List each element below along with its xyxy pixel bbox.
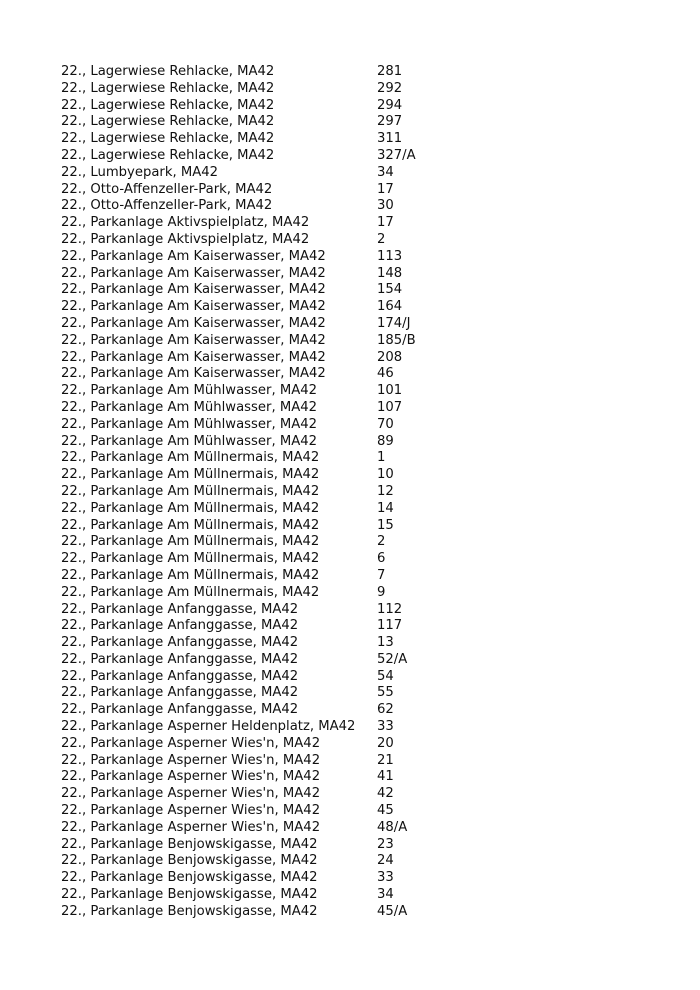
location-name: 22., Parkanlage Am Kaiserwasser, MA42 [61, 315, 326, 331]
location-number: 13 [377, 635, 394, 651]
location-number: 41 [377, 769, 394, 785]
location-name: 22., Parkanlage Asperner Wies'n, MA42 [61, 803, 321, 819]
location-name: 22., Lagerwiese Rehlacke, MA42 [61, 114, 275, 130]
list-item [61, 282, 661, 299]
list-item [61, 148, 661, 165]
list-item [61, 366, 661, 383]
location-number: 164 [377, 299, 403, 315]
list-item [61, 450, 661, 467]
location-number: 1 [377, 450, 386, 466]
location-name: 22., Lagerwiese Rehlacke, MA42 [61, 131, 275, 147]
list-item [61, 786, 661, 803]
location-number: 54 [377, 668, 394, 684]
location-name: 22., Parkanlage Am Kaiserwasser, MA42 [61, 282, 326, 298]
location-number: 34 [377, 887, 394, 903]
location-name: 22., Parkanlage Aktivspielplatz, MA42 [61, 215, 310, 231]
list-item [61, 551, 661, 568]
location-number: 20 [377, 735, 394, 751]
location-number: 292 [377, 80, 403, 96]
location-number: 148 [377, 265, 403, 281]
list-item [61, 904, 661, 921]
list-item [61, 769, 661, 786]
location-number: 52/A [377, 651, 408, 667]
location-number: 24 [377, 853, 394, 869]
list-item [61, 333, 661, 350]
location-name: 22., Parkanlage Anfanggasse, MA42 [61, 668, 299, 684]
location-name: 22., Lagerwiese Rehlacke, MA42 [61, 80, 275, 96]
location-number: 33 [377, 870, 394, 886]
location-number: 30 [377, 198, 394, 214]
location-name: 22., Parkanlage Anfanggasse, MA42 [61, 702, 299, 718]
location-name: 22., Parkanlage Asperner Wies'n, MA42 [61, 769, 321, 785]
location-name: 22., Parkanlage Am Kaiserwasser, MA42 [61, 332, 326, 348]
location-name: 22., Otto-Affenzeller-Park, MA42 [61, 198, 273, 214]
location-number: 55 [377, 685, 394, 701]
location-number: 281 [377, 64, 403, 79]
location-name: 22., Parkanlage Aktivspielplatz, MA42 [61, 231, 310, 247]
list-item [61, 249, 661, 266]
location-number: 34 [377, 164, 394, 180]
location-number: 208 [377, 349, 403, 365]
location-number: 15 [377, 517, 394, 533]
location-number: 154 [377, 282, 403, 298]
list-item [61, 602, 661, 619]
location-number: 101 [377, 383, 403, 399]
location-number: 113 [377, 248, 403, 264]
location-number: 33 [377, 719, 394, 735]
list-item [61, 518, 661, 535]
list-item [61, 131, 661, 148]
location-name: 22., Lumbyepark, MA42 [61, 164, 219, 180]
location-number: 45/A [377, 903, 408, 919]
location-list [61, 64, 661, 921]
location-name: 22., Parkanlage Asperner Wies'n, MA42 [61, 735, 321, 751]
location-name: 22., Parkanlage Anfanggasse, MA42 [61, 685, 299, 701]
list-item [61, 887, 661, 904]
list-item [61, 669, 661, 686]
location-number: 107 [377, 399, 403, 415]
location-name: 22., Lagerwiese Rehlacke, MA42 [61, 64, 275, 79]
location-number: 327/A [377, 147, 416, 163]
location-name: 22., Parkanlage Am Müllnermais, MA42 [61, 483, 320, 499]
location-name: 22., Parkanlage Asperner Heldenplatz, MA42 [61, 719, 356, 735]
location-name: 22., Lagerwiese Rehlacke, MA42 [61, 147, 275, 163]
list-item [61, 652, 661, 669]
location-number: 2 [377, 231, 386, 247]
list-item [61, 568, 661, 585]
location-name: 22., Parkanlage Anfanggasse, MA42 [61, 618, 299, 634]
location-name: 22., Parkanlage Benjowskigasse, MA42 [61, 903, 318, 919]
list-item [61, 618, 661, 635]
location-name: 22., Parkanlage Am Mühlwasser, MA42 [61, 416, 318, 432]
location-name: 22., Parkanlage Am Müllnermais, MA42 [61, 517, 320, 533]
list-item [61, 383, 661, 400]
list-item [61, 635, 661, 652]
list-item [61, 870, 661, 887]
location-name: 22., Parkanlage Am Kaiserwasser, MA42 [61, 366, 326, 382]
location-name: 22., Parkanlage Am Müllnermais, MA42 [61, 450, 320, 466]
list-item [61, 400, 661, 417]
location-number: 48/A [377, 819, 408, 835]
list-item [61, 350, 661, 367]
location-name: 22., Parkanlage Am Mühlwasser, MA42 [61, 433, 318, 449]
location-name: 22., Parkanlage Am Müllnermais, MA42 [61, 467, 320, 483]
location-number: 17 [377, 215, 394, 231]
location-number: 7 [377, 567, 386, 583]
location-name: 22., Parkanlage Am Müllnermais, MA42 [61, 551, 320, 567]
location-number: 9 [377, 584, 386, 600]
location-number: 62 [377, 702, 394, 718]
list-item [61, 64, 661, 81]
location-number: 174/J [377, 315, 411, 331]
list-item [61, 232, 661, 249]
list-item [61, 853, 661, 870]
location-number: 17 [377, 181, 394, 197]
list-item [61, 165, 661, 182]
location-name: 22., Parkanlage Am Kaiserwasser, MA42 [61, 248, 326, 264]
list-item [61, 198, 661, 215]
location-number: 185/B [377, 332, 416, 348]
list-item [61, 434, 661, 451]
list-item [61, 484, 661, 501]
list-item [61, 98, 661, 115]
location-number: 89 [377, 433, 394, 449]
location-number: 297 [377, 114, 403, 130]
location-name: 22., Parkanlage Am Kaiserwasser, MA42 [61, 265, 326, 281]
location-number: 6 [377, 551, 386, 567]
location-name: 22., Parkanlage Am Müllnermais, MA42 [61, 567, 320, 583]
location-name: 22., Parkanlage Am Mühlwasser, MA42 [61, 383, 318, 399]
list-item [61, 299, 661, 316]
location-name: 22., Parkanlage Am Müllnermais, MA42 [61, 534, 320, 550]
list-item [61, 81, 661, 98]
location-name: 22., Parkanlage Anfanggasse, MA42 [61, 651, 299, 667]
location-name: 22., Lagerwiese Rehlacke, MA42 [61, 97, 275, 113]
location-name: 22., Parkanlage Benjowskigasse, MA42 [61, 836, 318, 852]
location-number: 70 [377, 416, 394, 432]
location-number: 10 [377, 467, 394, 483]
list-item [61, 316, 661, 333]
location-number: 12 [377, 483, 394, 499]
location-number: 21 [377, 752, 394, 768]
location-name: 22., Parkanlage Am Kaiserwasser, MA42 [61, 299, 326, 315]
location-name: 22., Parkanlage Benjowskigasse, MA42 [61, 887, 318, 903]
location-name: 22., Otto-Affenzeller-Park, MA42 [61, 181, 273, 197]
location-name: 22., Parkanlage Am Müllnermais, MA42 [61, 500, 320, 516]
location-name: 22., Parkanlage Am Mühlwasser, MA42 [61, 399, 318, 415]
location-name: 22., Parkanlage Benjowskigasse, MA42 [61, 853, 318, 869]
location-number: 294 [377, 97, 403, 113]
location-number: 2 [377, 534, 386, 550]
location-number: 46 [377, 366, 394, 382]
location-name: 22., Parkanlage Am Müllnermais, MA42 [61, 584, 320, 600]
list-item [61, 820, 661, 837]
location-name: 22., Parkanlage Benjowskigasse, MA42 [61, 870, 318, 886]
list-item [61, 534, 661, 551]
location-number: 14 [377, 500, 394, 516]
location-number: 311 [377, 131, 403, 147]
list-item [61, 417, 661, 434]
list-item [61, 803, 661, 820]
list-item [61, 114, 661, 131]
location-name: 22., Parkanlage Anfanggasse, MA42 [61, 601, 299, 617]
location-number: 112 [377, 601, 403, 617]
list-item [61, 685, 661, 702]
list-item [61, 719, 661, 736]
list-item [61, 501, 661, 518]
location-name: 22., Parkanlage Asperner Wies'n, MA42 [61, 819, 321, 835]
list-item [61, 585, 661, 602]
list-item [61, 467, 661, 484]
location-number: 117 [377, 618, 403, 634]
location-number: 45 [377, 803, 394, 819]
list-item [61, 837, 661, 854]
location-name: 22., Parkanlage Am Kaiserwasser, MA42 [61, 349, 326, 365]
location-name: 22., Parkanlage Anfanggasse, MA42 [61, 635, 299, 651]
location-name: 22., Parkanlage Asperner Wies'n, MA42 [61, 786, 321, 802]
location-number: 23 [377, 836, 394, 852]
list-item [61, 182, 661, 199]
list-item [61, 753, 661, 770]
list-item [61, 215, 661, 232]
list-item [61, 736, 661, 753]
list-item [61, 702, 661, 719]
location-name: 22., Parkanlage Asperner Wies'n, MA42 [61, 752, 321, 768]
list-item [61, 266, 661, 283]
location-number: 42 [377, 786, 394, 802]
